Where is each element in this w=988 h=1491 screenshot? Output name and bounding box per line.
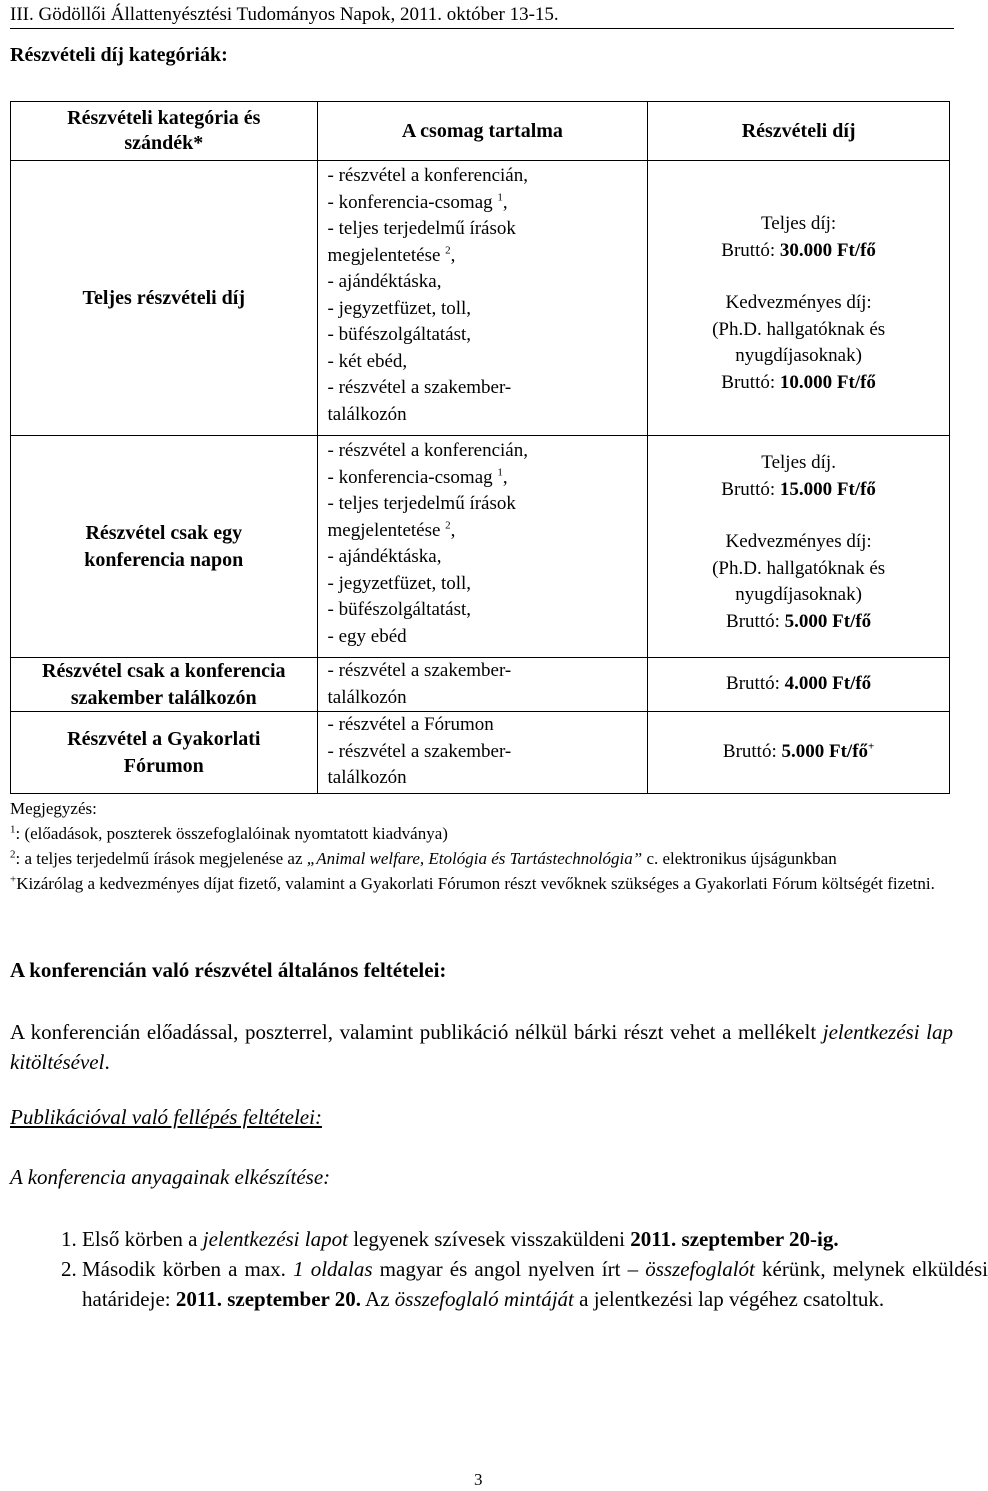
header-package: A csomag tartalma — [317, 102, 648, 161]
category-cell: Teljes részvételi díj — [11, 161, 318, 436]
category-cell: Részvétel csak a konferencia szakember találkozón — [11, 658, 318, 712]
footnote-plus: +Kizárólag a kedvezményes díjat fizető, valamint a Gyakorlati Fórumon részt vevőknek szükséges a Gyakorlati Fórum költségét fizetni. — [10, 873, 935, 893]
footnote-1: $^1$: (előadások, poszterek összefoglalóinak nyomtatott kiadványa) — [10, 823, 448, 843]
general-conditions-paragraph: A konferencián előadással, poszterrel, valamint publikáció nélkül bárki részt vehet a mellékelt jelentkezési lap kitöltésével. — [10, 1020, 953, 1074]
page-number: 3 — [474, 1470, 483, 1489]
table-header-row — [11, 102, 950, 161]
table-row — [11, 161, 950, 436]
publication-conditions-title: Publikációval való fellépés feltételei: — [10, 1105, 322, 1129]
package-cell: - részvétel a szakember- találkozón — [317, 658, 648, 712]
table-row — [11, 436, 950, 658]
notes — [10, 796, 953, 896]
header-category: Részvételi kategória és szándék* — [11, 102, 318, 161]
package-cell: - részvétel a Fórumon - részvétel a szakember- találkozón — [317, 712, 648, 794]
header-fee: Részvételi díj — [648, 102, 950, 161]
fee-cell: Bruttó: 4.000 Ft/fő — [648, 658, 950, 712]
category-cell: Részvétel a Gyakorlati Fórumon — [11, 712, 318, 794]
list-item: 1. Első körben a jelentkezési lapot legyenek szívesek visszaküldeni 2011. szeptember 20-ig. — [82, 1224, 988, 1254]
general-conditions-title: A konferencián való részvétel általános feltételei: — [10, 958, 447, 982]
notes-label: Megjegyzés: — [10, 799, 97, 818]
running-header: III. Gödöllői Állattenyésztési Tudományos Napok, 2011. október 13-15. — [10, 4, 954, 29]
table-row — [11, 658, 950, 712]
materials-title: A konferencia anyagainak elkészítése: — [10, 1165, 331, 1189]
fee-cell: Bruttó: 5.000 Ft/fő+ — [648, 712, 950, 794]
table-row — [11, 712, 950, 794]
steps-list — [47, 1224, 988, 1314]
fee-table — [10, 101, 950, 794]
section-title: Részvételi díj kategóriák: — [10, 44, 228, 66]
category-cell: Részvétel csak egy konferencia napon — [11, 436, 318, 658]
fee-cell: Teljes díj. Bruttó: 15.000 Ft/fő Kedvezményes díj: (Ph.D. hallgatóknak és nyugdíjasoknak) Bruttó: 5.000 Ft/fő — [648, 436, 950, 658]
fee-cell: Teljes díj: Bruttó: 30.000 Ft/fő Kedvezményes díj: (Ph.D. hallgatóknak és nyugdíjasoknak) Bruttó: 10.000 Ft/fő — [648, 161, 950, 436]
footnote-2: $^2$: a teljes terjedelmű írások megjelenése az „Animal welfare, Etológia és Tartástechnológia” c. elektronikus újságunkban — [10, 848, 837, 868]
list-item: 2. Második körben a max. 1 oldalas magyar és angol nyelven írt – összefoglalót kérünk, melynek elküldési határideje: 2011. szeptember 20. Az összefoglaló mintáját a jelentkezési lap végéhez csatoltuk. — [82, 1254, 988, 1314]
package-cell: - részvétel a konferencián, - konferencia-csomag $^1$, - teljes terjedelmű írások megjelentetése $^2$, - ajándéktáska, - jegyzetfüzet, toll, - büfészolgáltatást, - két ebéd, - részvétel a szakember- találkozón — [317, 161, 648, 436]
package-cell: - részvétel a konferencián, - konferencia-csomag $^1$, - teljes terjedelmű írások megjelentetése $^2$, - ajándéktáska, - jegyzetfüzet, toll, - büfészolgáltatást, - egy ebéd — [317, 436, 648, 658]
